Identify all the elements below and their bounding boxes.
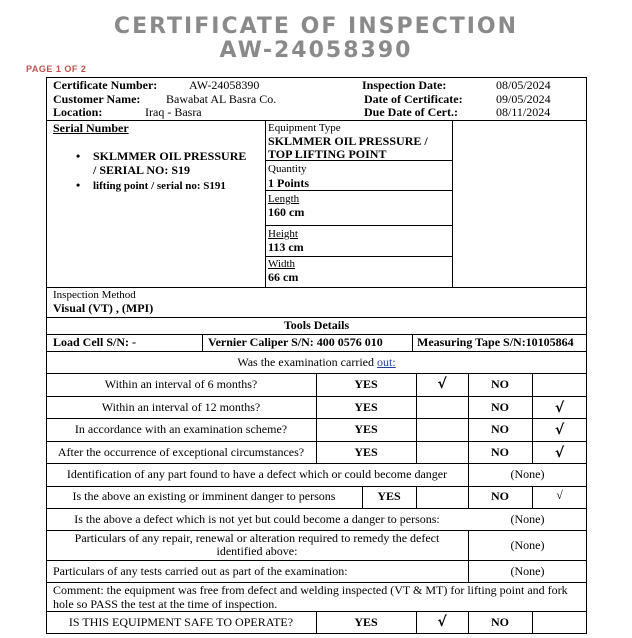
divider bbox=[412, 334, 413, 351]
bullet-icon: • bbox=[76, 149, 81, 163]
measuring-tape: Measuring Tape S/N:10105864 bbox=[417, 335, 574, 349]
width-label: Width bbox=[268, 258, 296, 270]
no-option: NO bbox=[491, 489, 509, 503]
customer-label: Customer Name: bbox=[53, 92, 141, 106]
tests-particulars: Particulars of any tests carried out as part of the examination: bbox=[53, 564, 348, 578]
cert-number-value: AW-24058390 bbox=[189, 78, 260, 92]
certificate-title: CERTIFICATE OF INSPECTION bbox=[113, 14, 519, 39]
divider bbox=[265, 120, 266, 287]
divider bbox=[46, 463, 587, 464]
serial-item-2: lifting point / serial no: S191 bbox=[93, 180, 226, 192]
check-icon: √ bbox=[554, 400, 565, 416]
certificate-date-value: 09/05/2024 bbox=[496, 92, 551, 106]
due-date-label: Due Date of Cert.: bbox=[364, 105, 458, 119]
tools-title: Tools Details bbox=[283, 318, 350, 332]
comment-line-1: Comment: the equipment was free from defect and welding inspected (VT & MT) for lifting point and fork bbox=[53, 583, 568, 597]
yes-option: YES bbox=[354, 615, 378, 629]
serial-item-1-serial: / SERIAL NO: S19 bbox=[93, 163, 191, 177]
exam-row-label: Within an interval of 6 months? bbox=[104, 377, 258, 391]
no-option: NO bbox=[491, 615, 509, 629]
due-date-value: 08/11/2024 bbox=[496, 105, 551, 119]
length-label: Length bbox=[268, 193, 300, 205]
equipment-type-value-2: TOP LIFTING POINT bbox=[268, 147, 387, 161]
divider bbox=[265, 190, 452, 191]
serial-number-label: Serial Number bbox=[53, 121, 129, 135]
no-option: NO bbox=[491, 422, 509, 436]
future-danger-value: (None) bbox=[510, 512, 545, 526]
divider bbox=[416, 486, 417, 508]
yes-option: YES bbox=[354, 377, 378, 391]
inspection-method-label: Inspection Method bbox=[53, 289, 136, 301]
divider bbox=[265, 225, 452, 226]
width-value: 66 cm bbox=[268, 270, 299, 284]
customer-value: Bawabat AL Basra Co. bbox=[166, 92, 277, 106]
defect-identification: Identification of any part found to have a defect which or could become danger bbox=[66, 467, 448, 481]
exam-row-label: Within an interval of 12 months? bbox=[101, 400, 261, 414]
divider bbox=[46, 508, 587, 509]
divider bbox=[265, 256, 452, 257]
divider bbox=[46, 486, 587, 487]
vernier-caliper: Vernier Caliper S/N: 400 0576 010 bbox=[208, 335, 383, 349]
certificate-number-title: AW-24058390 bbox=[219, 38, 413, 63]
check-icon: √ bbox=[437, 614, 447, 630]
divider bbox=[46, 560, 587, 561]
exam-row-label: After the occurrence of exceptional circumstances? bbox=[57, 445, 305, 459]
no-option: NO bbox=[491, 400, 509, 414]
divider bbox=[532, 611, 533, 634]
safe-question: IS THIS EQUIPMENT SAFE TO OPERATE? bbox=[68, 615, 294, 629]
yes-option: YES bbox=[354, 422, 378, 436]
height-value: 113 cm bbox=[268, 240, 304, 254]
check-icon: √ bbox=[554, 422, 565, 438]
check-icon: √ bbox=[437, 376, 447, 392]
defect-identification-value: (None) bbox=[510, 467, 545, 481]
serial-item-1: SKLMMER OIL PRESSURE bbox=[93, 149, 247, 163]
height-label: Height bbox=[268, 228, 298, 240]
location-value: Iraq - Basra bbox=[145, 105, 202, 119]
repair-particulars-2: identified above: bbox=[216, 544, 298, 558]
load-cell: Load Cell S/N: - bbox=[53, 335, 137, 349]
exam-question: Was the examination carried out: bbox=[237, 355, 396, 369]
repair-particulars: Particulars of any repair, renewal or alteration required to remedy the defect bbox=[74, 531, 440, 545]
repair-value: (None) bbox=[510, 538, 545, 552]
future-danger-question: Is the above a defect which is not yet but could become a danger to persons: bbox=[74, 512, 440, 526]
divider bbox=[46, 351, 587, 352]
tests-value: (None) bbox=[510, 564, 545, 578]
equipment-type-label: Equipment Type bbox=[268, 122, 341, 134]
divider bbox=[202, 334, 203, 351]
no-option: NO bbox=[491, 445, 509, 459]
check-icon: √ bbox=[556, 488, 563, 502]
exam-row-label: In accordance with an examination scheme? bbox=[74, 422, 288, 436]
yes-option: YES bbox=[377, 489, 401, 503]
quantity-label: Quantity bbox=[268, 163, 307, 175]
check-icon: √ bbox=[554, 445, 565, 461]
bullet-icon: • bbox=[76, 178, 81, 192]
location-label: Location: bbox=[53, 105, 103, 119]
cert-number-label: Certificate Number: bbox=[53, 78, 158, 92]
inspection-method-value: Visual (VT) , (MPI) bbox=[53, 301, 154, 315]
inspection-date-value: 08/05/2024 bbox=[496, 78, 551, 92]
yes-option: YES bbox=[354, 445, 378, 459]
no-option: NO bbox=[491, 377, 509, 391]
length-value: 160 cm bbox=[268, 205, 305, 219]
comment-line-2: hole so PASS the test at the time of inspection. bbox=[53, 597, 278, 611]
divider bbox=[452, 120, 453, 287]
page-indicator: PAGE 1 OF 2 bbox=[26, 64, 87, 74]
danger-question: Is the above an existing or imminent danger to persons bbox=[72, 489, 336, 503]
quantity-value: 1 Points bbox=[268, 176, 310, 190]
inspection-date-label: Inspection Date: bbox=[362, 78, 447, 92]
equipment-type-value: SKLMMER OIL PRESSURE / bbox=[268, 134, 428, 148]
divider bbox=[46, 287, 587, 288]
certificate-date-label: Date of Certificate: bbox=[364, 92, 463, 106]
yes-option: YES bbox=[354, 400, 378, 414]
